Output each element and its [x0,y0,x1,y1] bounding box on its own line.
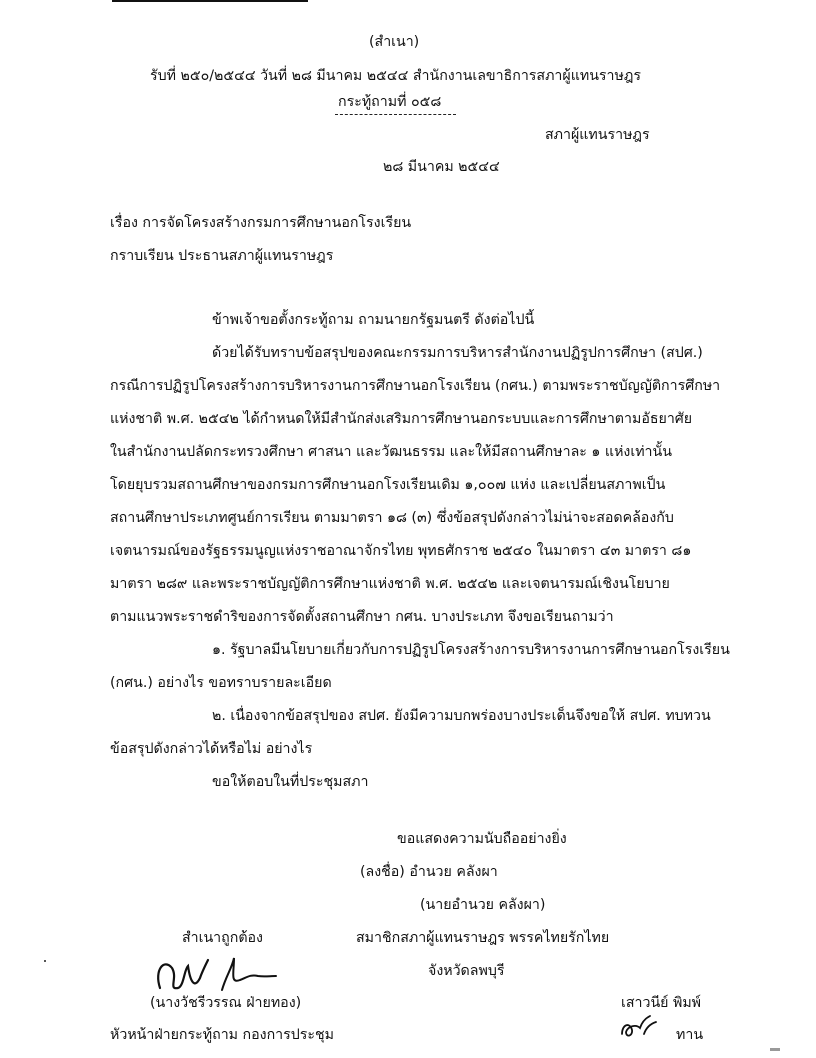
closing-respect: ขอแสดงความนับถืออย่างยิ่ง [397,831,567,847]
signer-position: สมาชิกสภาผู้แทนราษฎร พรรคไทยรักไทย [356,930,610,946]
certified-copy-label: สำเนาถูกต้อง [182,930,263,946]
body-line-6: สถานศึกษาประเภทศูนย์การเรียน ตามมาตรา ๑๘ (๓) ซึ่งข้อสรุปดังกล่าวไม่น่าจะสอดคล้องกับ [110,510,674,526]
body-line-5: โดยยุบรวมสถานศึกษาของกรมการศึกษานอกโรงเรียนเดิม ๑,๐๐๗ แห่ง และเปลี่ยนสภาพเป็น [110,477,666,493]
body-line-3: แห่งชาติ พ.ศ. ๒๕๔๒ ได้กำหนดให้มีสำนักส่งเสริมการศึกษานอกระบบและการศึกษาตามอัธยาศัย [110,411,693,427]
body-line-4: ในสำนักงานปลัดกระทรวงศึกษา ศาสนา และวัฒนธรรม และให้มีสถานศึกษาละ ๑ แห่งเท่านั้น [110,444,672,460]
typist-name: เสาวนีย์ พิมพ์ [621,995,702,1011]
copy-label: (สำเนา) [369,34,420,50]
body-line-7: เจตนารมณ์ของรัฐธรรมนูญแห่งราชอาณาจักรไทย พุทธศักราช ๒๕๔๐ ในมาตรา ๔๓ มาตรา ๘๑ [110,543,692,559]
checker-initials [616,1012,664,1042]
question-number-underline [335,114,456,115]
question-2-line-2: ข้อสรุปดังกล่าวได้หรือไม่ อย่างไร [110,741,313,757]
body-line-8: มาตรา ๒๘๙ และพระราชบัญญัติการศึกษาแห่งชาติ พ.ศ. ๒๕๔๒ และเจตนารมณ์เชิงนโยบาย [110,576,670,592]
question-2-line-1: ๒. เนื่องจากข้อสรุปของ สปศ. ยังมีความบกพร่องบางประเด็นจึงขอให้ สปศ. ทบทวน [212,708,711,724]
body-intro: ข้าพเจ้าขอตั้งกระทู้ถาม ถามนายกรัฐมนตรี ดังต่อไปนี้ [212,312,535,328]
answer-request: ขอให้ตอบในที่ประชุมสภา [212,774,369,790]
question-number: กระทู้ถามที่ ๐๕๘ [338,94,442,110]
body-line-1: ด้วยได้รับทราบข้อสรุปของคณะกรรมการบริหารสำนักงานปฏิรูปการศึกษา (สปศ.) [212,345,703,361]
question-1-line-1: ๑. รัฐบาลมีนโยบายเกี่ยวกับการปฏิรูปโครงสร้างการบริหารงานการศึกษานอกโรงเรียน [212,642,730,658]
salutation-line: กราบเรียน ประธานสภาผู้แทนราษฎร [110,248,334,264]
signer-province: จังหวัดลพบุรี [428,963,505,979]
signed-name: (ลงชื่อ) อำนวย คลังผา [360,864,498,880]
certifier-title: หัวหน้าฝ่ายกระทู้ถาม กองการประชุม [110,1027,334,1043]
scan-artifact [770,1048,780,1051]
document-date: ๒๘ มีนาคม ๒๕๔๔ [383,159,500,175]
signer-full-name: (นายอำนวย คลังผา) [420,897,546,913]
question-1-line-2: (กศน.) อย่างไร ขอทราบรายละเอียด [110,675,332,691]
checked-label: ทาน [676,1027,704,1043]
body-line-2: กรณีการปฏิรูปโครงสร้างการบริหารงานการศึกษานอกโรงเรียน (กศน.) ตามพระราชบัญญัติการศึกษา [110,378,721,394]
organization: สภาผู้แทนราษฎร [545,127,650,143]
certifier-name: (นางวัชรีวรรณ ฝ่ายทอง) [150,995,302,1011]
body-line-9: ตามแนวพระราชดำริของการจัดตั้งสถานศึกษา กศน. บางประเภท จึงขอเรียนถามว่า [110,609,614,625]
scan-speck [44,960,46,962]
subject-line: เรื่อง การจัดโครงสร้างกรมการศึกษานอกโรงเรียน [110,215,412,231]
receipt-reference: รับที่ ๒๕๐/๒๕๔๔ วันที่ ๒๘ มีนาคม ๒๕๔๔ สำนักงานเลขาธิการสภาผู้แทนราษฎร [150,68,641,84]
top-rule [112,0,308,2]
